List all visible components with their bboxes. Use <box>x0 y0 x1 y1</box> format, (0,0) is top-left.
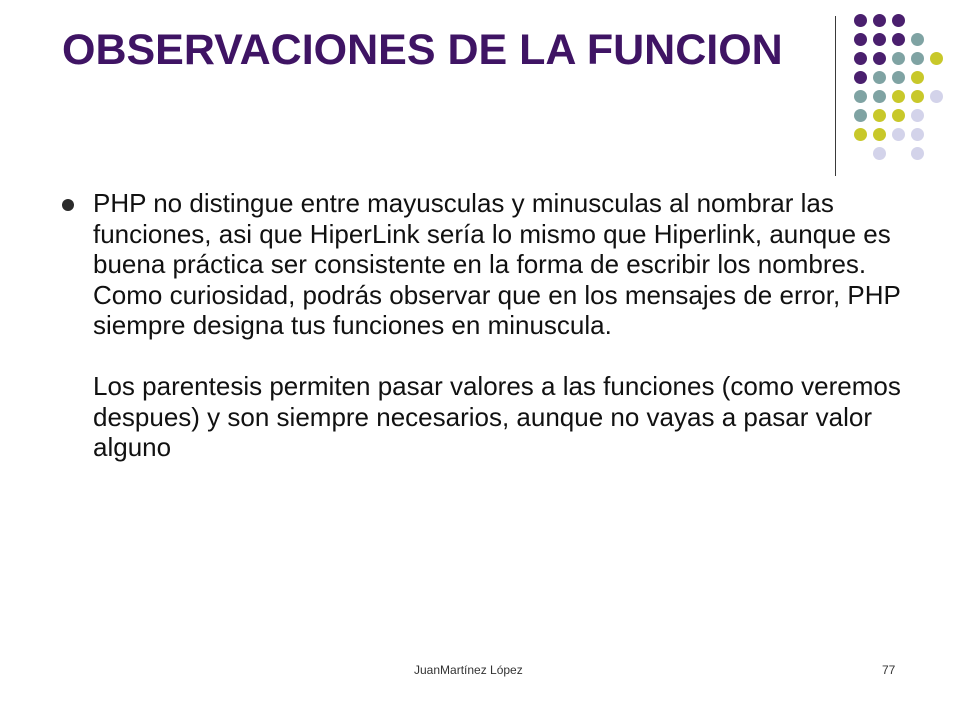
decorative-dot <box>892 109 905 122</box>
decorative-dot <box>892 71 905 84</box>
decorative-dot-grid <box>854 14 954 154</box>
bullet-item <box>62 188 902 463</box>
decorative-dot <box>930 52 943 65</box>
bullet-paragraph-1: PHP no distingue entre mayusculas y minusculas al nombrar las funciones, asi que HiperLink sería lo mismo que Hiperlink, aunque es buena práctica ser consistente en la forma de escribir los nombres. Como curiosidad, podrás observar que en los mensajes de error, PHP siempre designa tus funciones en minuscula. <box>93 188 901 341</box>
decorative-dot <box>930 90 943 103</box>
decorative-dot <box>892 14 905 27</box>
decorative-dot <box>873 52 886 65</box>
decorative-dot <box>854 14 867 27</box>
title-divider-line <box>835 16 836 176</box>
slide-title: OBSERVACIONES DE LA FUNCION <box>62 26 783 74</box>
slide-body <box>62 188 902 463</box>
bullet-paragraph-2: Los parentesis permiten pasar valores a las funciones (como veremos despues) y son siempre necesarios, aunque no vayas a pasar valor alguno <box>93 370 901 463</box>
decorative-dot <box>911 90 924 103</box>
decorative-dot <box>854 109 867 122</box>
decorative-dot <box>892 52 905 65</box>
footer-page-number: 77 <box>882 663 896 677</box>
decorative-dot <box>873 33 886 46</box>
decorative-dot <box>873 90 886 103</box>
decorative-dot <box>911 128 924 141</box>
decorative-dot <box>911 71 924 84</box>
decorative-dot <box>854 71 867 84</box>
decorative-dot <box>854 33 867 46</box>
decorative-dot <box>911 109 924 122</box>
decorative-dot <box>873 147 886 160</box>
paragraph-spacer <box>93 341 902 371</box>
decorative-dot <box>854 90 867 103</box>
decorative-dot <box>873 71 886 84</box>
decorative-dot <box>854 52 867 65</box>
decorative-dot <box>873 14 886 27</box>
decorative-dot <box>911 52 924 65</box>
decorative-dot <box>911 147 924 160</box>
bullet-dot-icon <box>62 199 74 211</box>
decorative-dot <box>892 33 905 46</box>
decorative-dot <box>854 128 867 141</box>
decorative-dot <box>873 128 886 141</box>
decorative-dot <box>911 33 924 46</box>
decorative-dot <box>892 90 905 103</box>
decorative-dot <box>892 128 905 141</box>
decorative-dot <box>873 109 886 122</box>
footer-author: JuanMartínez López <box>414 663 523 677</box>
